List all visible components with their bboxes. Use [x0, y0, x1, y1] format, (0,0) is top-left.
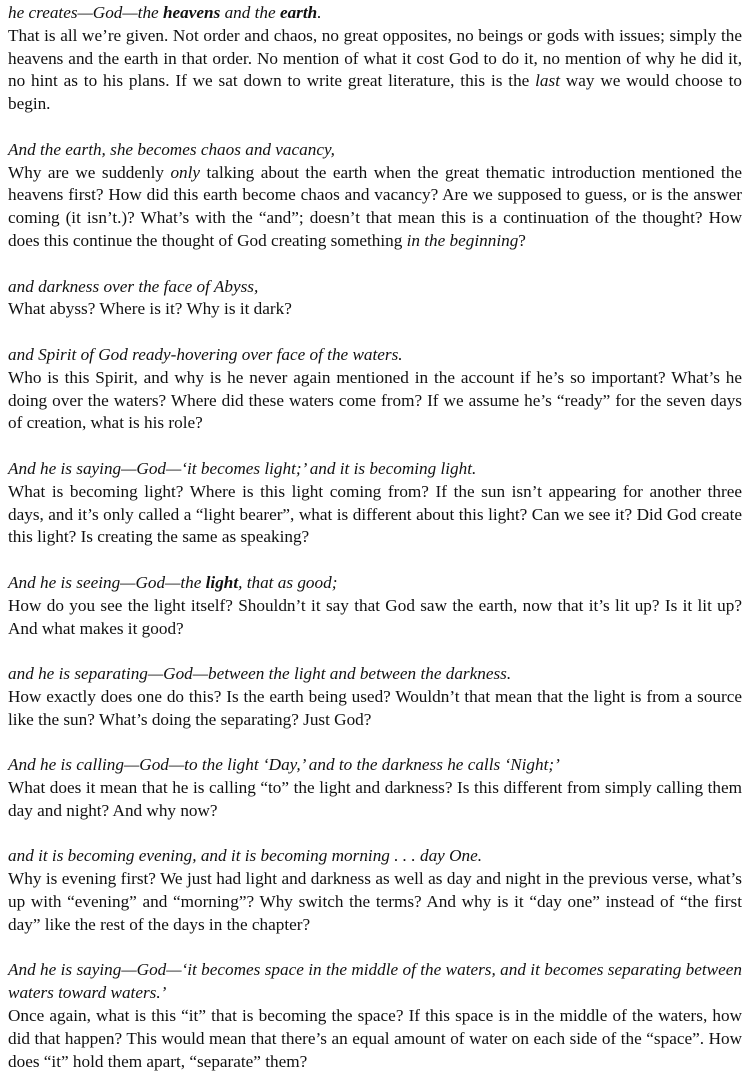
passage-block	[8, 959, 742, 1073]
verse-line	[8, 139, 742, 162]
text-run: and the	[220, 3, 280, 22]
text-run: What is becoming light? Where is this light coming from? If the sun isn’t appearing for another three days, and it’s only called a “light bearer”, what is different about this light? Can we see it? Did God create this light? Is creating the same as speaking?	[8, 481, 742, 547]
text-run: That is all we’re given. Not order and chaos, no great opposites, no beings or gods with issues; simply the heavens and the earth in that order. No mention of what it cost God to do it, no mention of why he did it, no hint as to his plans. If we sat down to write great literature, this is the	[8, 25, 742, 91]
commentary-paragraph	[8, 298, 742, 321]
verse-line	[8, 754, 742, 777]
passage-block	[8, 754, 742, 822]
passage-block	[8, 2, 742, 116]
text-run: last	[535, 71, 560, 91]
verse-line	[8, 458, 742, 481]
text-run: What abyss? Where is it? Why is it dark?	[8, 299, 292, 319]
commentary-paragraph	[8, 868, 742, 936]
commentary-paragraph	[8, 1005, 742, 1073]
commentary-paragraph	[8, 25, 742, 116]
verse-line	[8, 572, 742, 595]
text-run: earth	[279, 3, 318, 22]
verse-line	[8, 959, 742, 1005]
text-run: only	[170, 162, 201, 182]
text-run: heavens	[162, 3, 221, 22]
text-run: Why are we suddenly	[8, 162, 171, 182]
text-run: light	[205, 572, 239, 592]
text-run: Once again, what is this “it” that is becoming the space? If this space is in the middle of the waters, how did that happen? This would mean that there’s an equal amount of water on each side of the “space”. How does “it” hold them apart, “separate” them?	[8, 1006, 742, 1071]
text-run: And he is calling—God—to the light ‘Day,’ and to the darkness he calls ‘Night;’	[8, 755, 560, 775]
verse-line	[8, 845, 742, 868]
text-run: ?	[518, 230, 526, 250]
text-run: How do you see the light itself? Shouldn’t it say that God saw the earth, now that it’s lit up? Is it lit up? And what makes it good?	[8, 595, 742, 638]
text-run: and it is becoming evening, and it is becoming morning . . . day One.	[8, 846, 483, 866]
commentary-paragraph	[8, 595, 742, 641]
commentary-paragraph	[8, 777, 742, 823]
text-run: and darkness over the face of Abyss,	[8, 276, 259, 296]
verse-line	[8, 663, 742, 686]
text-run: and Spirit of God ready-hovering over face of the waters.	[8, 344, 403, 364]
verse-line	[8, 276, 742, 299]
text-run: and he is separating—God—between the light and between the darkness.	[8, 664, 512, 684]
commentary-paragraph	[8, 367, 742, 435]
passage-block	[8, 572, 742, 640]
text-run: he creates—God—the	[8, 3, 163, 22]
verse-line	[8, 344, 742, 367]
text-run: talking about the earth when the great thematic introduction mentioned the heavens first? How did this earth become chaos and vacancy? Are we supposed to guess, or is the answer coming (it isn’t.)? What’s with the “and”; doesn’t that mean this is a continuation of the thought? How does this continue the thought of God creating something	[8, 162, 742, 250]
text-run: And he is seeing—God—the	[8, 572, 206, 592]
passage-block	[8, 845, 742, 936]
text-run: And he is saying—God—‘it becomes space in the middle of the waters, and it becomes separating between waters toward waters.’	[8, 960, 742, 1003]
text-run: , that as good;	[238, 572, 338, 592]
passage-block	[8, 276, 742, 322]
text-run: .	[317, 3, 322, 22]
passage-block	[8, 663, 742, 731]
commentary-paragraph	[8, 162, 742, 253]
text-run: in the beginning	[406, 230, 519, 250]
text-run: What does it mean that he is calling “to” the light and darkness? Is this different from simply calling them day and night? And why now?	[8, 778, 742, 820]
text-run: How exactly does one do this? Is the earth being used? Wouldn’t that mean that the light is from a source like the sun? What’s doing the separating? Just God?	[8, 686, 742, 729]
verse-line	[8, 2, 742, 25]
passage-block	[8, 344, 742, 435]
text-run: And he is saying—God—‘it becomes light;’ and it is becoming light.	[8, 458, 477, 478]
text-run: way we would choose to begin.	[8, 71, 742, 114]
text-run: Who is this Spirit, and why is he never again mentioned in the account if he’s so important? What’s he doing over the waters? Where did these waters come from? If we assume he’s “ready” for the seven days of creation, what is his role?	[8, 367, 742, 433]
text-run: Why is evening first? We just had light and darkness as well as day and night in the previous verse, what’s up with “evening” and “morning”? Why switch the terms? And why is it “day one” instead of “the first day” like the rest of the days in the chapter?	[8, 869, 742, 934]
commentary-paragraph	[8, 686, 742, 732]
commentary-paragraph	[8, 481, 742, 549]
text-run: And the earth, she becomes chaos and vacancy,	[8, 139, 335, 159]
passage-block	[8, 458, 742, 549]
passage-block	[8, 139, 742, 253]
